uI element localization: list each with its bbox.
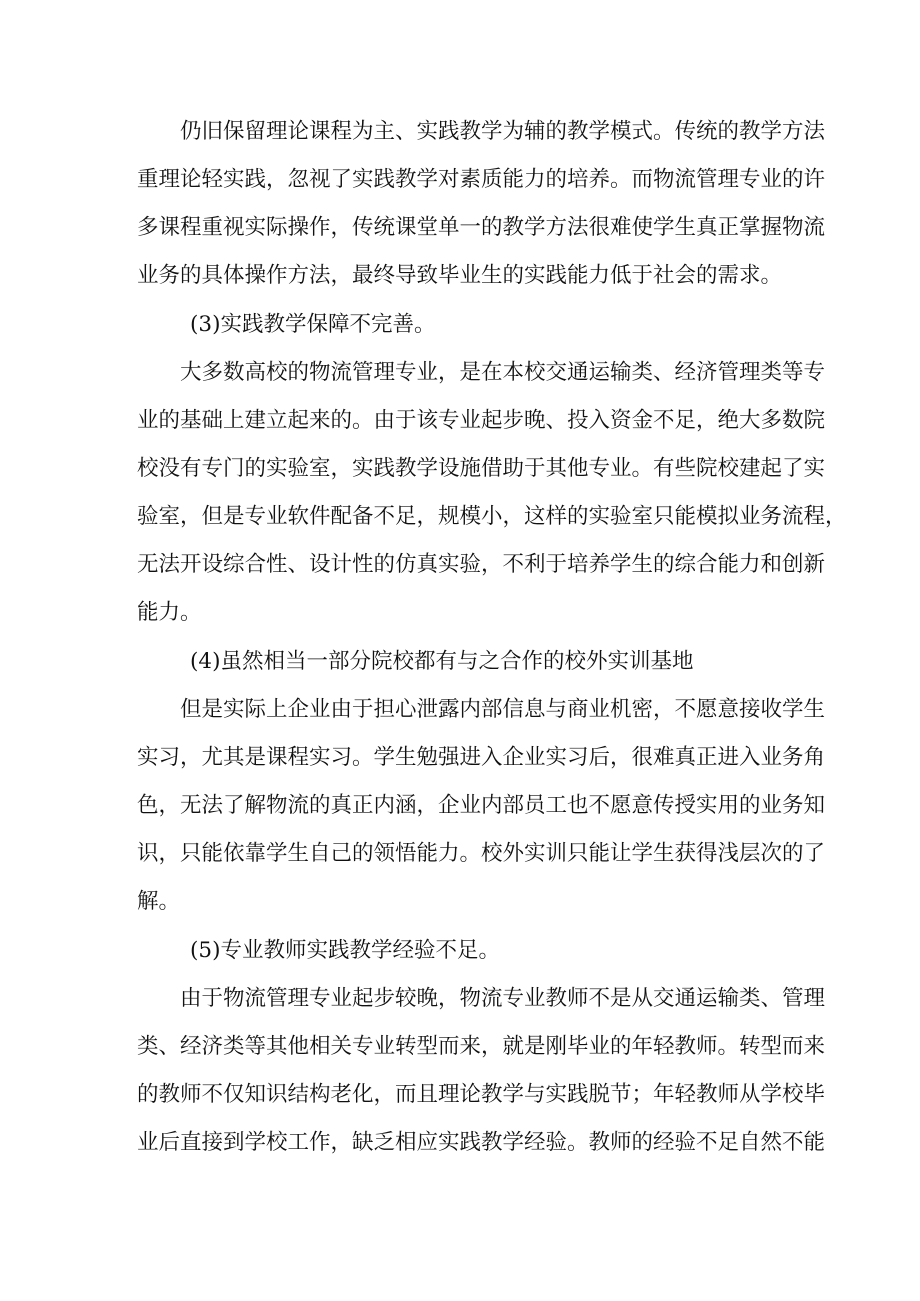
paragraph-line: 色，无法了解物流的真正内涵，企业内部员工也不愿意传授实用的业务知 (137, 793, 826, 818)
paragraph-line: 的教师不仅知识结构老化，而且理论教学与实践脱节；年轻教师从学校毕 (137, 1082, 826, 1107)
paragraph-line: 业务的具体操作方法，最终导致毕业生的实践能力低于社会的需求。 (137, 263, 783, 288)
paragraph-line: 验室，但是专业软件配备不足，规模小，这样的实验室只能模拟业务流程， (137, 504, 847, 529)
section-heading: (4)虽然相当一部分院校都有与之合作的校外实训基地 (190, 649, 694, 674)
paragraph-line: 但是实际上企业由于担心泄露内部信息与商业机密，不愿意接收学生 (180, 697, 826, 722)
paragraph-line: 多课程重视实际操作，传统课堂单一的教学方法很难使学生真正掌握物流 (137, 215, 826, 240)
paragraph-line: 解。 (137, 889, 181, 914)
paragraph-line: 由于物流管理专业起步较晚，物流专业教师不是从交通运输类、管理 (180, 986, 826, 1011)
paragraph-line: 类、经济类等其他相关专业转型而来，就是刚毕业的年轻教师。转型而来 (137, 1034, 826, 1059)
paragraph-line: 大多数高校的物流管理专业，是在本校交通运输类、经济管理类等专 (180, 360, 826, 385)
section-heading: (5)专业教师实践教学经验不足。 (190, 938, 500, 963)
paragraph-line: 重理论轻实践，忽视了实践教学对素质能力的培养。而物流管理专业的许 (137, 167, 826, 192)
paragraph-line: 无法开设综合性、设计性的仿真实验，不利于培养学生的综合能力和创新 (137, 552, 826, 577)
paragraph-line: 校没有专门的实验室，实践教学设施借助于其他专业。有些院校建起了实 (137, 456, 826, 481)
paragraph-line: 实习，尤其是课程实习。学生勉强进入企业实习后，很难真正进入业务角 (137, 745, 826, 770)
paragraph-line: 业后直接到学校工作，缺乏相应实践教学经验。教师的经验不足自然不能 (137, 1130, 826, 1155)
section-heading: (3)实践教学保障不完善。 (190, 312, 436, 337)
paragraph-line: 识，只能依靠学生自己的领悟能力。校外实训只能让学生获得浅层次的了 (137, 841, 826, 866)
paragraph-line: 仍旧保留理论课程为主、实践教学为辅的教学模式。传统的教学方法 (180, 119, 826, 144)
paragraph-line: 业的基础上建立起来的。由于该专业起步晚、投入资金不足，绝大多数院 (137, 408, 826, 433)
paragraph-line: 能力。 (137, 600, 202, 625)
